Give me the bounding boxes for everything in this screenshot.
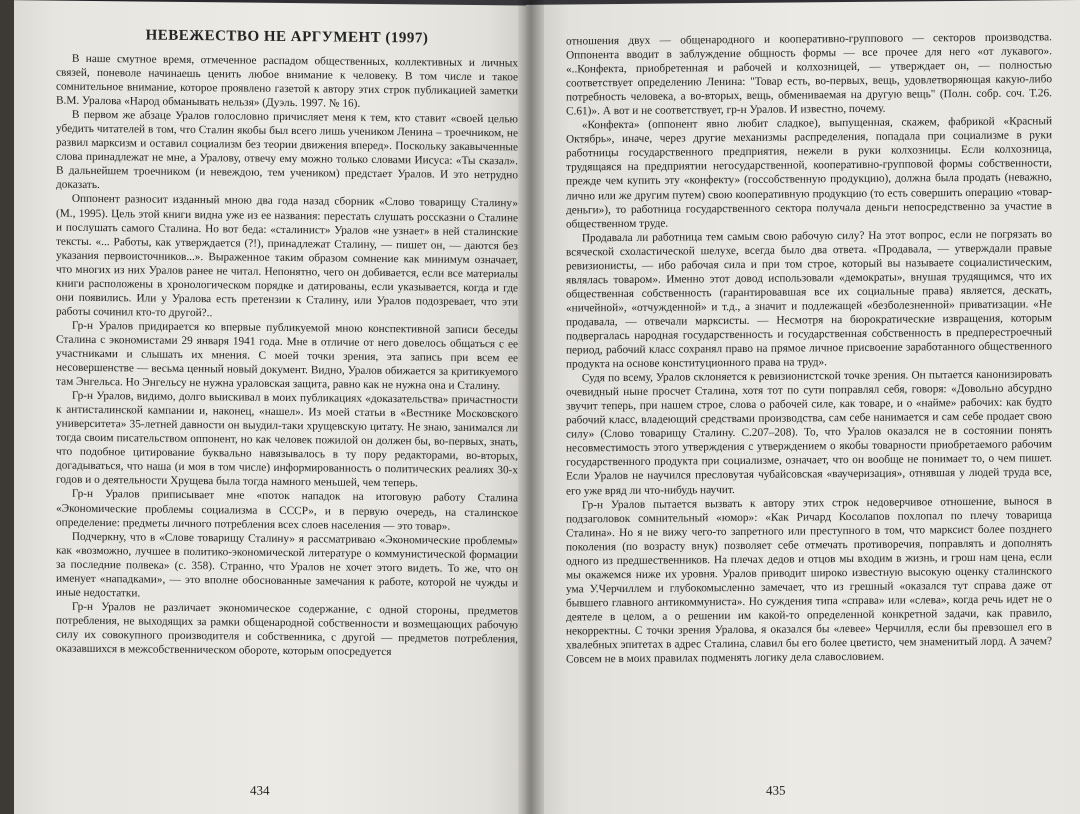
paragraph: отношения двух — общенародного и кооперативно-группового — секторов производства. Оппонента вводит в заблуждение общность формы — все прочее для него «от лукавого». «..Конфекта, приобретенная и рабочей и колхозницей, — утверждает он, — полностью соответствует определению Ленина: "Товар есть, во-первых, вещь, удовлетворяющая какую-либо потребность человека, а во-вторых, вещь, обмениваемая на другую вещь" (Полн. собр. соч. Т.26. С.61)». А вот и не соответствует, гр-н Уралов. И известно, почему.	[566, 31, 1052, 118]
page-number: 434	[250, 782, 270, 798]
paragraph: Гр-н Уралов приписывает мне «поток нападок на итоговую работу Сталина «Экономические проблемы социализма в СССР», и в первую очередь, на сталинское определение: предметы личного потребления всех слоев населения — это товар».	[56, 488, 518, 533]
paragraph: Подчеркну, что в «Слове товарищу Сталину» я рассматриваю «Экономические проблемы» как «возможно, лучшее в политико-экономической литературе о коммунистической формации за последние полвека» (с. 358). Странно, что Уралов не хочет этого видеть. То же, что он именует «нападками», — это вполне обоснованные замечания к работе, которой не чужды и иные недостатки.	[56, 530, 518, 600]
paragraph: В наше смутное время, отмеченное распадом общественных, коллективных и личных связей, поневоле начинаешь ценить любое внимание к человеку. В том числе и такое сомнительное внимание, которое проявлено газетой к автору этих строк публикацией заметки В.М. Уралова «Народ обманывать нельзя» (Дуэль. 1997. № 16).	[56, 52, 518, 110]
book-gutter	[518, 0, 544, 814]
page-number: 435	[766, 782, 786, 798]
paragraph: Гр-н Уралов не различает экономическое содержание, с одной стороны, предметов потребления, не выходящих за рамки общенародной собственности и возмещающих рабочую силу их совокупного производителя и собственника, с другой — предметов потребления, оказавшихся в межсобственническом обороте, которым опосредуется	[56, 600, 518, 659]
paragraph: Гр-н Уралов придирается ко впервые публикуемой мною конспективной записи беседы Сталина с экономистами 29 января 1941 года. Мне в отличие от него довелось общаться с ее участниками и слышать их мнения. С моей точки зрения, эта запись при всем ее несовершенстве — весьма ценный новый документ. Видно, Уралов обижается за критикуемого там Энгельса. Но Энгельсу не нужна урaловская защита, равно как не нужна она и Сталину.	[56, 319, 518, 393]
left-page-text	[56, 52, 518, 661]
paragraph: «Конфекта» (оппонент явно любит сладкое), выпущенная, скажем, фабрикой «Красный Октябрь», иначе, через другие механизмы распределения, попадала при социализме в руки работницы государственного предприятия, нежели в руки колхозницы. Если колхозница, трудящаяся на предприятии негосударственной, кооперативно-групповой формы собственности, прежде чем купить эту «конфекту» (госсобственную продукцию), должна была продать (неважно, лично или же другим путем) свою кооперативную продукцию (то есть совершить операцию «товар-деньги»), то работница государственного сектора получала деньги непосредственно за участие в общественном труде.	[566, 115, 1052, 231]
right-page	[526, 0, 1080, 814]
right-page-text	[566, 30, 1052, 666]
paragraph: Оппонент разносит изданный мною два года назад сборник «Слово товарищу Сталину» (М., 1995). Цель этой книги видна уже из ее названия: перестать слушать россказни о Сталине и послушать самого Сталина. Но вот беда: «сталинист» Уралов «не узнает» в ней сталинские тексты. «... Работы, как утверждается (?!), принадлежат Сталину, — пишет он, — даются без указания первоисточников...». Выраженное таким образом сомнение как минимум означает, что многих из них Уралов ранее не читал. Непонятно, чего он добивается, если все материалы книги расположены в хронологическом порядке и датированы, если указывается, когда и где они появились. Или у Уралова есть претензии к Сталину, или Уралов подозревает, что эти работы сочинил кто-то другой?..	[56, 193, 518, 320]
running-head: НЕВЕЖЕСТВО НЕ АРГУМЕНТ (1997)	[145, 27, 429, 47]
paragraph: Гр-н Уралов, видимо, долго выискивал в моих публикациях «доказательства» причастности к антисталинской кампании и, наконец, «нашел». Из моей статьи в «Вестнике Московского университета» 35-летней давности он выудил-таки хрущевскую цитату. Не знаю, занимался ли тогда своим писательством оппонент, но как человек пожилой он должен бы, во-первых, знать, что подобное цитирование буквально навязывалось в ту пору редакторами, во-вторых, догадываться, что наша (и моя в том числе) информированность о политических реалиях 30-х годов и о деятельности Хрущева была тогда намного меньшей, чем теперь.	[56, 389, 518, 490]
page-edge	[0, 0, 14, 814]
paragraph: Судя по всему, Уралов склоняется к ревизионистской точке зрения. Он пытается канонизировать очевидный ныне просчет Сталина, хотя тот по сути поправлял себя, говоря: «Довольно абсурдно звучит теперь, при нашем строе, слова о рабочей силе, как товаре, и о «найме» рабочих: как будто рабочий класс, владеющий средствами производства, сам себе нанимается и сам себе продает свою силу» (Слово товарищу Сталину. С.207–208). То, что Уралов оказался не в состоянии понять несовместимость этого утверждения с утверждением о якобы товарности приобретаемого рабочим государственного продукта при социализме, означает, что он вообще не понимает то, о чем пишет. Если Уралов не научился преcловутая чубайсовская «ваучеризация», отнявшая у людей труда все, его уже вряд ли что-нибудь научит.	[566, 368, 1052, 497]
paragraph: Продавала ли работница тем самым свою рабочую силу? На этот вопрос, если не погрязать во всяческой схоластической шелухе, всегда было два ответа. «Продавала, — утверждали правые ревизионисты, — ибо рабочая сила и при том строе, который вы называете социалистическим, являлась товаром». Именно этот довод использовали «демократы», внушая трудящимся, что их общественная собственность (гарантировавшая все их социальные права) является, дескать, «ничейной», «отчужденной» и т.д., а значит и подлежащей «безболезненной» приватизации. «Не продавала, — отвечали марксисты. — Несмотря на бюрократические извращения, которым подвергалась народная государственность и государственная собственность в предперестроечный период, рабочий класс сохранял право на прямое личное присвоение заработанного общественного продукта на основе конституционного права на труд».	[566, 227, 1052, 371]
paragraph: В первом же абзаце Уралов голословно причисляет меня к тем, кто ставит «своей целью убедить читателей в том, что Сталин якобы был всего лишь учеником Ленина – троечником, не развил марксизм и оставил социализм без теории движения вперед». Поскольку закавыченные слова принадлежат не мне, а Уралову, отвечу ему можно только словами Иисуса: «Ты сказал». В дальнейшем троечником (и невеждою, тем учеником) предстает Уралов. И это нетрудно доказать.	[56, 108, 518, 192]
paragraph: Гр-н Уралов пытается вызвать к автору этих строк недоверчивое отношение, вынося в подзаголовок сомнительный «юмор»: «Как Ричард Косолапов похлопал по плечу товарища Сталина». Но я не вижу чего-то запретного или преступного в том, что марксист более позднего поколения (по возрасту внук) позволяет себе отмечать противоречия, поправлять и дополнять одного из предшественников. На плечах дедов и отцов мы входим в жизнь, и грош нам цена, если мы окажемся ниже их уровня. Уралов приводит широко известную высокую оценку сталинского ума У.Черчиллем и глубокомысленно замечает, что из грешный «оказался тут справа даже от бывшего главного антикоммуниста». Но суждения типа «справа» или «слева», когда речь идет не о деятеле в целом, а о решении им какой-то определенной конкретной задачи, как правило, некорректны. С точки зрения Уралова, я оказался бы «левее» Черчилля, если бы превзошел его в хвалебных эпитетах в адрес Сталина, славил бы его более цветисто, чем знаменитый лорд. А зачем? Совсем не в моих правилах подменять логику дела славословием.	[566, 494, 1052, 666]
